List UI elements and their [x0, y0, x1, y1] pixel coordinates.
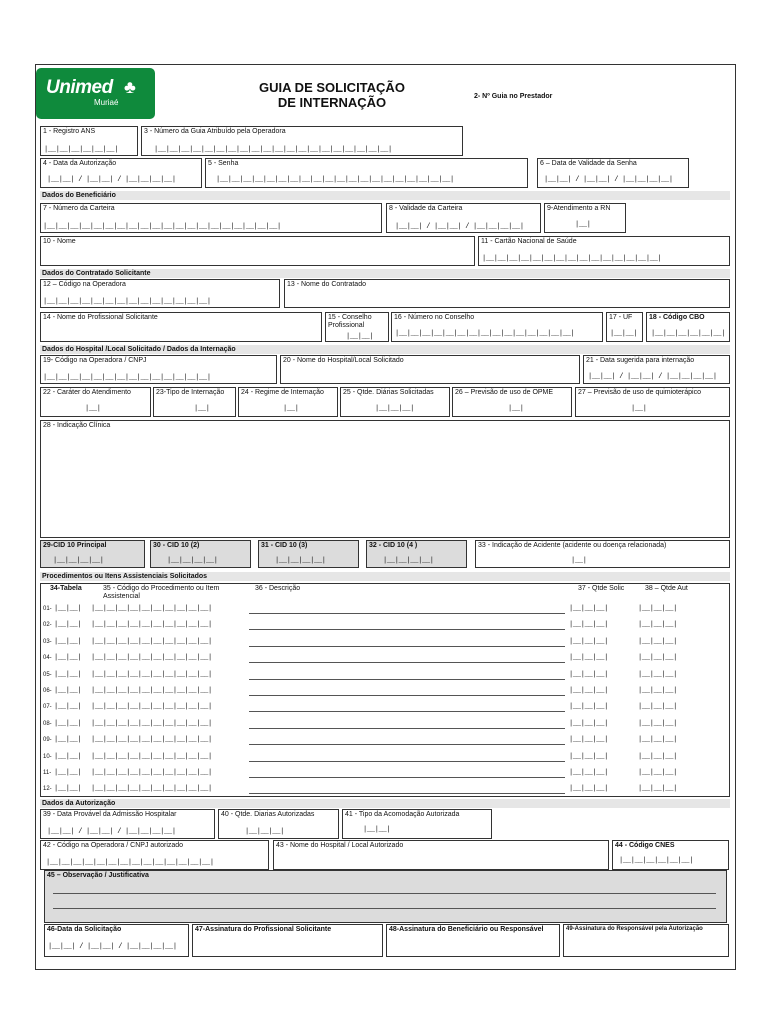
label-senha: 5 - Senha [208, 160, 239, 167]
procedure-tabela-input[interactable]: |__|__| [54, 703, 82, 712]
blank-diarias: |__|__|__| [375, 405, 415, 413]
procedure-qtde-aut-input[interactable]: |__|__|__| [638, 769, 678, 777]
label-quimio: 27 – Previsão de uso de quimioterápico [578, 389, 701, 396]
procedure-row-number: 01- [43, 606, 52, 612]
blank-acomodacao: |__|__| [363, 826, 391, 834]
procedure-row-number: 02- [43, 622, 52, 629]
procedure-descricao-line[interactable] [249, 662, 565, 663]
observation-line [53, 893, 716, 894]
procedure-codigo-input[interactable]: |__|__|__|__|__|__|__|__|__|__| [91, 752, 212, 761]
procedure-qtde-aut-input[interactable]: |__|__|__| [638, 719, 678, 728]
procedure-qtde-solic-input[interactable]: |__|__|__| [569, 687, 609, 695]
blank-conselho: |__|__|__|__|__|__|__|__|__|__|__|__|__|__|__| [395, 330, 575, 338]
label-assinatura-profissional: 47-Assinatura do Profissional Solicitante [195, 926, 332, 933]
blank-guia: |__|__|__|__|__|__|__|__|__|__|__|__|__|__|__|__|__|__|__|__| [154, 146, 392, 154]
procedure-codigo-input[interactable]: |__|__|__|__|__|__|__|__|__|__| [91, 605, 212, 613]
field-registro-ans[interactable] [40, 126, 138, 156]
procedure-codigo-input[interactable]: |__|__|__|__|__|__|__|__|__|__| [91, 719, 212, 728]
blank-conselho-prof: |__|__| [346, 333, 374, 341]
procedure-tabela-input[interactable]: |__|__| [54, 752, 82, 761]
field-conselho-profissional[interactable] [325, 312, 389, 342]
field-data-solicitacao[interactable] [44, 924, 189, 957]
label-indicacao-clinica: 28 - Indicação Clínica [43, 422, 111, 429]
col-qtde-solic: 37 - Qtde Solic [578, 585, 625, 592]
field-validade-senha[interactable] [537, 158, 689, 188]
procedure-row-number: 04- [43, 655, 52, 662]
field-previsao-quimioterapico[interactable] [575, 387, 730, 417]
blank-tipo-internacao: |__| [194, 405, 210, 413]
label-qtde-diarias: 25 - Qtde. Diárias Solicitadas [343, 389, 434, 396]
procedure-row-number: 10- [43, 753, 52, 760]
label-carater: 22 - Caráter do Atendimento [43, 389, 131, 396]
field-codigo-operadora[interactable] [40, 279, 280, 308]
procedure-codigo-input[interactable]: |__|__|__|__|__|__|__|__|__|__| [91, 687, 212, 695]
blank-date-6: |__|__| / |__|__| / |__|__|__|__| [544, 176, 673, 184]
field-assinatura-profissional[interactable] [192, 924, 383, 957]
procedure-codigo-input[interactable]: |__|__|__|__|__|__|__|__|__|__| [91, 785, 212, 794]
field-codigo-cnes[interactable] [612, 840, 729, 870]
procedure-row-number: 05- [43, 671, 52, 678]
field-tipo-acomodacao[interactable] [342, 809, 492, 839]
procedure-qtde-solic-input[interactable]: |__|__|__| [569, 752, 609, 761]
blank-acidente: |__| [571, 557, 587, 565]
procedure-codigo-input[interactable]: |__|__|__|__|__|__|__|__|__|__| [91, 621, 212, 630]
label-cid-3: 31 - CID 10 (3) [261, 542, 308, 549]
label-data-sugerida: 21 - Data sugerida para internação [586, 357, 695, 364]
procedure-codigo-input[interactable]: |__|__|__|__|__|__|__|__|__|__| [91, 769, 212, 777]
logo-sub: Muriaé [94, 98, 119, 107]
blank-cns: |__|__|__|__|__|__|__|__|__|__|__|__|__|__|__| [482, 255, 662, 263]
label-acidente: 33 - Indicação de Acidente (acidente ou doença relacionada) [478, 542, 667, 549]
label-numero-conselho: 16 - Número no Conselho [394, 314, 475, 321]
label-regime: 24 - Regime de Internação [241, 389, 324, 396]
label-cid-principal: 29-CID 10 Principal [43, 542, 107, 549]
guia-prestador-label: 2- Nº Guia no Prestador [474, 93, 553, 100]
field-assinatura-autorizacao[interactable] [563, 924, 729, 957]
blank-cid-1: |__|__|__|__| [53, 557, 104, 565]
procedure-codigo-input[interactable]: |__|__|__|__|__|__|__|__|__|__| [91, 654, 212, 663]
field-data-sugerida[interactable] [583, 355, 730, 384]
blank-carteira: |__|__|__|__|__|__|__|__|__|__|__|__|__|__|__|__|__|__|__|__| [43, 223, 281, 231]
field-carater-atendimento[interactable] [40, 387, 151, 417]
field-qtde-diarias[interactable] [340, 387, 450, 417]
field-data-autorizacao[interactable] [40, 158, 202, 188]
procedure-descricao-line[interactable] [249, 744, 565, 745]
label-validade-carteira: 8 - Validade da Carteira [389, 205, 463, 212]
blank-senha: |__|__|__|__|__|__|__|__|__|__|__|__|__|__|__|__|__|__|__|__| [216, 176, 454, 184]
label-registro-ans: 1 - Registro ANS [43, 128, 96, 135]
procedure-qtde-aut-input[interactable]: |__|__|__| [638, 785, 678, 794]
procedure-row-number: 06- [43, 688, 52, 694]
section-beneficiario: Dados do Beneficiário [40, 191, 730, 200]
label-acomodacao: 41 - Tipo da Acomodação Autorizada [345, 811, 460, 818]
procedure-qtde-solic-input[interactable]: |__|__|__| [569, 670, 609, 679]
title-line-1: GUIA DE SOLICITAÇÃO [259, 80, 405, 95]
unimed-logo [36, 68, 155, 119]
field-regime-internacao[interactable] [238, 387, 338, 417]
blank-ans: |__|__|__|__|__|__| [44, 146, 119, 154]
field-data-admissao[interactable] [40, 809, 215, 839]
procedure-tabela-input[interactable]: |__|__| [54, 769, 82, 777]
label-hospital-autorizado: 43 - Nome do Hospital / Local Autorizado [276, 842, 404, 849]
field-profissional-solicitante[interactable] [40, 312, 322, 342]
procedure-row-number: 09- [43, 737, 52, 744]
procedure-qtde-solic-input[interactable]: |__|__|__| [569, 654, 609, 663]
logo-icon: ♣ [124, 77, 136, 97]
blank-cbo: |__|__|__|__|__|__| [651, 330, 726, 338]
procedure-descricao-line[interactable] [249, 711, 565, 712]
section-autorizacao: Dados da Autorização [40, 799, 730, 808]
procedure-qtde-solic-input[interactable]: |__|__|__| [569, 703, 609, 712]
procedure-row-number: 12- [43, 786, 52, 793]
blank-date-21: |__|__| / |__|__| / |__|__|__|__| [588, 373, 717, 381]
field-nome[interactable] [40, 236, 475, 266]
blank-regime: |__| [283, 405, 299, 413]
procedure-qtde-aut-input[interactable]: |__|__|__| [638, 703, 678, 712]
procedure-qtde-solic-input[interactable]: |__|__|__| [569, 719, 609, 728]
logo-brand: Unimed [46, 77, 113, 98]
field-assinatura-beneficiario[interactable] [386, 924, 560, 957]
procedure-tabela-input[interactable]: |__|__| [54, 687, 82, 695]
field-cid-3[interactable] [258, 540, 359, 568]
procedure-tabela-input[interactable]: |__|__| [54, 637, 82, 646]
field-cartao-nacional-saude[interactable] [478, 236, 730, 266]
col-descricao: 36 - Descrição [255, 585, 301, 592]
form-title [232, 80, 432, 110]
label-numero-carteira: 7 - Número da Carteira [43, 205, 115, 212]
field-numero-conselho[interactable] [391, 312, 603, 342]
procedure-qtde-solic-input[interactable]: |__|__|__| [569, 605, 609, 613]
procedure-qtde-aut-input[interactable]: |__|__|__| [638, 736, 678, 745]
label-uf: 17 - UF [609, 314, 633, 321]
procedure-qtde-aut-input[interactable]: |__|__|__| [638, 621, 678, 630]
procedure-descricao-line[interactable] [249, 646, 565, 647]
label-nome-contratado: 13 - Nome do Contratado [287, 281, 366, 288]
procedure-tabela-input[interactable]: |__|__| [54, 785, 82, 794]
label-atendimento-rn: 9-Atendimento a RN [547, 205, 611, 212]
procedure-qtde-solic-input[interactable]: |__|__|__| [569, 637, 609, 646]
field-indicacao-acidente[interactable] [475, 540, 730, 568]
section-hospital: Dados do Hospital /Local Solicitado / Dados da Internação [40, 345, 730, 354]
section-procedimentos: Procedimentos ou Itens Assistenciais Solicitados [40, 572, 730, 581]
blank-codigo-42: |__|__|__|__|__|__|__|__|__|__|__|__|__|__| [46, 859, 214, 867]
procedure-qtde-solic-input[interactable]: |__|__|__| [569, 621, 609, 630]
label-observacao: 45 – Observação / Justificativa [47, 872, 149, 879]
field-atendimento-rn[interactable] [544, 203, 626, 233]
procedure-descricao-line[interactable] [249, 793, 565, 794]
blank-codigo-12: |__|__|__|__|__|__|__|__|__|__|__|__|__|__| [43, 298, 211, 306]
label-cid-2: 30 - CID 10 (2) [153, 542, 200, 549]
label-nome: 10 - Nome [43, 238, 76, 245]
procedure-row-number: 11- [43, 770, 52, 776]
field-hospital-solicitado[interactable] [280, 355, 580, 384]
field-codigo-cnpj-autorizado[interactable] [40, 840, 269, 870]
label-tipo-internacao: 23-Tipo de Internação [156, 389, 225, 396]
label-codigo-cnpj: 19- Código na Operadora / CNPJ [43, 357, 147, 364]
procedure-tabela-input[interactable]: |__|__| [54, 736, 82, 745]
procedure-qtde-aut-input[interactable]: |__|__|__| [638, 637, 678, 646]
blank-cid-4: |__|__|__|__| [383, 557, 434, 565]
blank-cid-2: |__|__|__|__| [167, 557, 218, 565]
blank-date-46: |__|__| / |__|__| / |__|__|__|__| [48, 943, 177, 951]
col-qtde-aut: 38 – Qtde Aut [645, 585, 688, 592]
field-codigo-cbo[interactable] [646, 312, 730, 342]
procedure-codigo-input[interactable]: |__|__|__|__|__|__|__|__|__|__| [91, 736, 212, 745]
procedure-qtde-solic-input[interactable]: |__|__|__| [569, 785, 609, 794]
blank-carater: |__| [85, 405, 101, 413]
field-senha[interactable] [205, 158, 528, 188]
procedure-qtde-aut-input[interactable]: |__|__|__| [638, 605, 678, 613]
observation-line [53, 908, 716, 909]
blank-uf: |__|__| [610, 330, 638, 338]
label-cnpj-autorizado: 42 - Código na Operadora / CNPJ autorizado [43, 842, 184, 849]
label-hospital-solicitado: 20 - Nome do Hospital/Local Solicitado [283, 357, 404, 364]
procedure-qtde-aut-input[interactable]: |__|__|__| [638, 687, 678, 695]
procedure-codigo-input[interactable]: |__|__|__|__|__|__|__|__|__|__| [91, 703, 212, 712]
title-line-2: DE INTERNAÇÃO [277, 95, 387, 110]
label-data-solicitacao: 46-Data da Solicitação [47, 926, 122, 933]
field-cid-principal[interactable] [40, 540, 145, 568]
label-data-autorizacao: 4 - Data da Autorização [43, 160, 117, 167]
procedure-tabela-input[interactable]: |__|__| [54, 654, 82, 663]
field-cid-2[interactable] [150, 540, 251, 568]
field-cid-4[interactable] [366, 540, 467, 568]
blank-date-4: |__|__| / |__|__| / |__|__|__|__| [47, 176, 176, 184]
field-codigo-cnpj[interactable] [40, 355, 277, 384]
procedure-descricao-line[interactable] [249, 695, 565, 696]
label-assinatura-beneficiario: 48-Assinatura do Beneficiário ou Responsável [389, 926, 544, 933]
label-data-admissao: 39 - Data Provável da Admissão Hospitalar [43, 811, 177, 818]
procedure-tabela-input[interactable]: |__|__| [54, 621, 82, 630]
field-observacao[interactable] [44, 870, 727, 923]
field-nome-contratado[interactable] [284, 279, 730, 308]
label-diarias-autorizadas: 40 - Qtde. Diarias Autorizadas [221, 811, 315, 818]
field-numero-guia-operadora[interactable] [141, 126, 463, 156]
procedure-tabela-input[interactable]: |__|__| [54, 605, 82, 613]
blank-diarias-aut: |__|__|__| [245, 828, 285, 836]
procedure-row-number: 03- [43, 638, 52, 645]
procedure-codigo-input[interactable]: |__|__|__|__|__|__|__|__|__|__| [91, 637, 212, 646]
procedure-qtde-aut-input[interactable]: |__|__|__| [638, 752, 678, 761]
procedure-qtde-solic-input[interactable]: |__|__|__| [569, 769, 609, 777]
field-validade-carteira[interactable] [386, 203, 541, 233]
procedure-qtde-aut-input[interactable]: |__|__|__| [638, 670, 678, 679]
field-indicacao-clinica[interactable] [40, 420, 730, 538]
field-diarias-autorizadas[interactable] [218, 809, 339, 839]
procedure-tabela-input[interactable]: |__|__| [54, 670, 82, 679]
field-hospital-autorizado[interactable] [273, 840, 609, 870]
label-cbo: 18 - Código CBO [649, 314, 705, 321]
label-conselho: 15 - Conselho Profissional [328, 314, 372, 329]
blank-codigo-19: |__|__|__|__|__|__|__|__|__|__|__|__|__|__| [43, 374, 211, 382]
procedure-descricao-line[interactable] [249, 613, 565, 614]
field-previsao-opme[interactable] [452, 387, 572, 417]
label-numero-guia: 3 - Número da Guia Atribuído pela Operadora [144, 128, 286, 135]
procedure-qtde-aut-input[interactable]: |__|__|__| [638, 654, 678, 663]
procedures-table [40, 583, 730, 797]
col-codigo: 35 - Código do Procedimento ou Item Assistencial [103, 585, 220, 600]
field-numero-carteira[interactable] [40, 203, 382, 233]
blank-cid-3: |__|__|__|__| [275, 557, 326, 565]
label-profissional: 14 - Nome do Profissional Solicitante [43, 314, 158, 321]
section-contratado: Dados do Contratado Solicitante [40, 269, 730, 278]
label-cnes: 44 - Código CNES [615, 842, 675, 849]
procedure-tabela-input[interactable]: |__|__| [54, 719, 82, 728]
procedure-codigo-input[interactable]: |__|__|__|__|__|__|__|__|__|__| [91, 670, 212, 679]
procedure-descricao-line[interactable] [249, 629, 565, 630]
blank-date-8: |__|__| / |__|__| / |__|__|__|__| [395, 223, 524, 231]
blank-cnes: |__|__|__|__|__|__| [619, 857, 694, 865]
label-opme: 26 – Previsão de uso de OPME [455, 389, 554, 396]
label-codigo-operadora: 12 – Código na Operadora [43, 281, 126, 288]
procedure-descricao-line[interactable] [249, 679, 565, 680]
field-uf[interactable] [606, 312, 643, 342]
procedure-row-number: 07- [43, 704, 52, 711]
procedure-qtde-solic-input[interactable]: |__|__|__| [569, 736, 609, 745]
blank-rn: |__| [575, 221, 591, 229]
blank-date-39: |__|__| / |__|__| / |__|__|__|__| [47, 828, 176, 836]
blank-quimio: |__| [631, 405, 647, 413]
procedure-descricao-line[interactable] [249, 777, 565, 778]
col-tabela: 34-Tabela [50, 585, 82, 592]
label-cns: 11 - Cartão Nacional de Saúde [481, 238, 577, 245]
label-assinatura-autorizacao: 49-Assinatura do Responsável pela Autorização [566, 926, 703, 932]
label-cid-4: 32 - CID 10 (4 ) [369, 542, 418, 549]
field-tipo-internacao[interactable] [153, 387, 236, 417]
procedure-descricao-line[interactable] [249, 728, 565, 729]
label-validade-senha: 6 – Data de Validade da Senha [540, 160, 637, 167]
blank-opme: |__| [508, 405, 524, 413]
procedure-row-number: 08- [43, 720, 52, 727]
procedure-descricao-line[interactable] [249, 761, 565, 762]
